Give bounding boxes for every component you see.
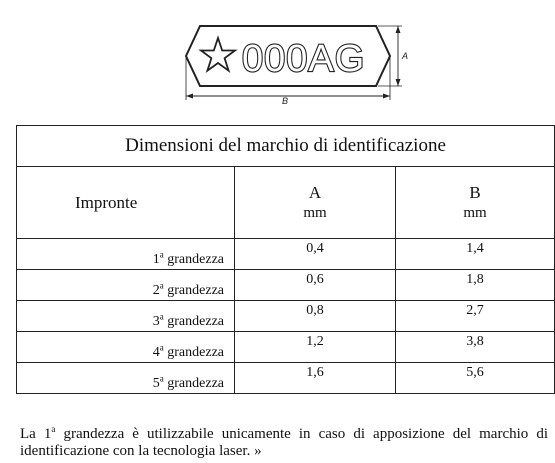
row-ordinal: a: [159, 311, 164, 322]
dimensions-table: [16, 125, 555, 394]
header-impronte: Impronte: [17, 167, 235, 239]
header-b-label: B: [469, 183, 481, 202]
row-label-cell: [17, 332, 235, 363]
table-row: [17, 332, 555, 363]
row-value-a: 1,6: [235, 363, 396, 394]
row-label: grandezza: [167, 283, 224, 298]
footnote-prefix: La 1: [20, 426, 52, 442]
row-label: grandezza: [167, 252, 224, 267]
header-b: [396, 167, 555, 239]
header-a-unit: mm: [303, 205, 327, 221]
row-label-cell: [17, 301, 235, 332]
row-value-b: 5,6: [396, 363, 555, 394]
row-value-b: 2,7: [396, 301, 555, 332]
row-value-a: 0,6: [235, 270, 396, 301]
row-number: 3: [152, 314, 160, 329]
row-value-a: 0,4: [235, 239, 396, 270]
row-ordinal: a: [159, 373, 164, 384]
row-value-a: 0,8: [235, 301, 396, 332]
row-label-cell: [17, 270, 235, 301]
dimension-b-label: B: [282, 96, 289, 106]
dimension-a-label: A: [402, 51, 409, 61]
mark-code-text: 000AG: [242, 38, 366, 80]
row-value-b: 3,8: [396, 332, 555, 363]
row-number: 4: [152, 345, 160, 360]
star-icon: [201, 38, 235, 71]
row-value-b: 1,4: [396, 239, 555, 270]
header-a-label: A: [308, 183, 322, 202]
row-ordinal: a: [159, 249, 164, 260]
row-label-cell: [17, 363, 235, 394]
row-number: 1: [152, 252, 160, 267]
header-a: [235, 167, 396, 239]
table-row: [17, 239, 555, 270]
row-label: grandezza: [167, 376, 224, 391]
row-label-cell: [17, 239, 235, 270]
table-row: [17, 301, 555, 332]
identification-mark-figure: [176, 8, 412, 108]
row-number: 5: [152, 376, 160, 391]
table-row: [17, 363, 555, 394]
row-ordinal: a: [159, 280, 164, 291]
table-row: [17, 270, 555, 301]
footnote-text: grandezza è utilizzabile unicamente in caso di apposizione del marchio di identificazione con la tecnologia laser. »: [20, 426, 549, 459]
footnote-paragraph: [20, 426, 548, 460]
row-value-a: 1,2: [235, 332, 396, 363]
row-number: 2: [152, 283, 160, 298]
row-label: grandezza: [167, 345, 224, 360]
table-title: Dimensioni del marchio di identificazione: [17, 126, 555, 167]
footnote-ordinal: a: [51, 424, 56, 434]
row-ordinal: a: [159, 342, 164, 353]
header-b-unit: mm: [463, 205, 487, 221]
row-value-b: 1,8: [396, 270, 555, 301]
row-label: grandezza: [167, 314, 224, 329]
